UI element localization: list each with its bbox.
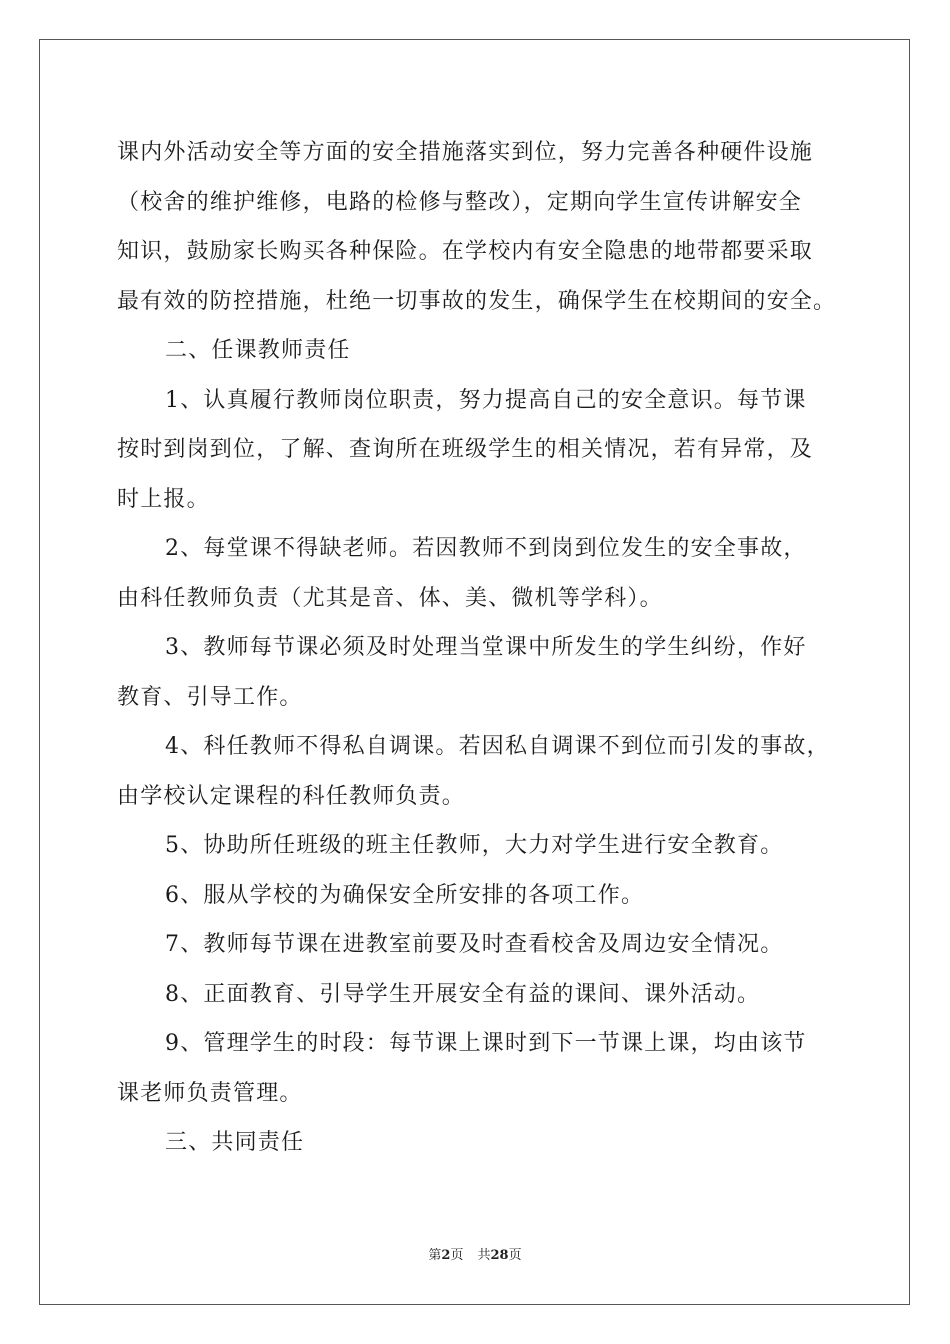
- text-line-13: 4、科任教师不得私自调课。若因私自调课不到位而引发的事故，: [165, 734, 830, 759]
- page-prefix: 第: [428, 1248, 442, 1263]
- text-line-19: 9、管理学生的时段：每节课上课时到下一节课上课，均由该节: [165, 1031, 807, 1056]
- text-line-1: 课内外活动安全等方面的安全措施落实到位，努力完善各种硬件设施: [117, 140, 814, 165]
- text-line-4: 最有效的防控措施，杜绝一切事故的发生，确保学生在校期间的安全。: [117, 288, 837, 314]
- text-line-17: 7、教师每节课在进教室前要及时查看校舍及周边安全情况。: [165, 932, 784, 957]
- text-line-12: 教育、引导工作。: [117, 684, 303, 710]
- section-heading-3: 三、共同责任: [165, 1130, 305, 1155]
- text-line-9: 2、每堂课不得缺老师。若因教师不到岗到位发生的安全事故，: [165, 536, 807, 561]
- text-line-10: 由科任教师负责（尤其是音、体、美、微机等学科）。: [117, 585, 663, 611]
- page-footer: [0, 1247, 950, 1265]
- page-number: 2: [441, 1248, 451, 1263]
- text-line-15: 5、协助所任班级的班主任教师，大力对学生进行安全教育。: [165, 833, 784, 858]
- text-line-18: 8、正面教育、引导学生开展安全有益的课间、课外活动。: [165, 981, 761, 1007]
- section-heading-2: 二、任课教师责任: [165, 338, 351, 363]
- total-prefix: 共: [477, 1248, 491, 1263]
- text-line-16: 6、服从学校的为确保安全所安排的各项工作。: [165, 882, 645, 908]
- page-suffix: 页: [450, 1248, 464, 1263]
- text-line-3: 知识，鼓励家长购买各种保险。在学校内有安全隐患的地带都要采取: [117, 239, 814, 264]
- total-pages: 28: [490, 1248, 509, 1263]
- text-line-14: 由学校认定课程的科任教师负责。: [117, 783, 466, 809]
- text-line-7: 按时到岗到位，了解、查询所在班级学生的相关情况，若有异常，及: [117, 437, 814, 462]
- text-line-11: 3、教师每节课必须及时处理当堂课中所发生的学生纠纷，作好: [165, 635, 807, 660]
- text-line-8: 时上报。: [117, 486, 210, 512]
- total-suffix: 页: [508, 1248, 522, 1263]
- text-line-20: 课老师负责管理。: [117, 1080, 303, 1106]
- text-line-2: （校舍的维护维修，电路的检修与整改），定期向学生宣传讲解安全: [117, 189, 803, 215]
- document-body: [117, 128, 837, 1168]
- text-line-6: 1、认真履行教师岗位职责，努力提高自己的安全意识。每节课: [165, 387, 807, 413]
